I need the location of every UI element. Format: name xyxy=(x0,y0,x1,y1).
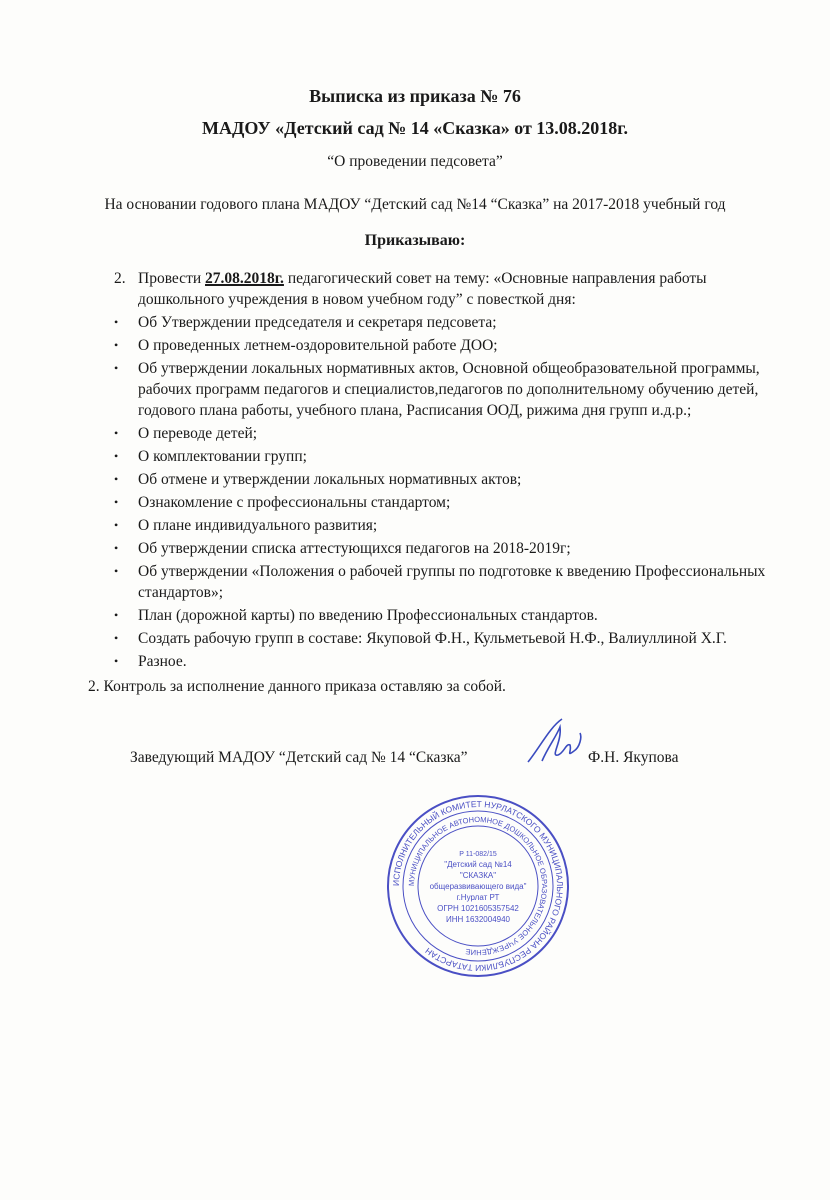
stamp-line: "СКАЗКА" xyxy=(459,871,497,880)
agenda-item xyxy=(114,358,788,421)
stamp-area xyxy=(0,791,830,991)
signature-row xyxy=(0,727,830,787)
signature-position: Заведующий МАДОУ “Детский сад № 14 “Сказка” xyxy=(130,749,468,766)
official-stamp xyxy=(383,791,573,981)
agenda-item-text: План (дорожной карты) по введению Профессиональных стандартов. xyxy=(138,607,598,624)
order-topic: “О проведении педсовета” xyxy=(327,153,503,170)
bullet-icon: • xyxy=(114,338,119,352)
bullet-icon: • xyxy=(114,361,119,375)
agenda-item-text: Об утверждении списка аттестующихся педагогов на 2018-2019г; xyxy=(138,540,571,557)
stamp-line: Р 11-082/15 xyxy=(459,851,497,858)
agenda-item-text: Ознакомление с профессиональны стандартом; xyxy=(138,494,451,511)
agenda-item xyxy=(114,538,788,559)
item-text: педагогический совет на тему: «Основные направления работы дошкольного учреждения в новом учебном году” с повесткой дня: xyxy=(138,270,707,308)
agenda-item xyxy=(114,469,788,490)
agenda-item-text: Разное. xyxy=(138,653,187,670)
bullet-icon: • xyxy=(114,541,119,555)
stamp-line: ОГРН 1021605357542 xyxy=(437,904,519,913)
agenda-item xyxy=(114,423,788,444)
bullet-icon: • xyxy=(114,564,119,578)
agenda-item-text: Об утверждении «Положения о рабочей группы по подготовке к введению Профессиональных стандартов»; xyxy=(138,563,766,601)
document-title: Выписка из приказа № 76 xyxy=(309,86,521,106)
agenda-item xyxy=(114,492,788,513)
stamp-ring-text: ИСПОЛНИТЕЛЬНЫЙ КОМИТЕТ НУРЛАТСКОГО МУНИЦИПАЛЬНОГО РАЙОНА РЕСПУБЛИКИ ТАТАРСТАН xyxy=(390,798,566,974)
agenda-item xyxy=(114,515,788,536)
order-item-2: 2. Контроль за исполнение данного приказа оставляю за собой. xyxy=(88,678,506,695)
bullet-icon: • xyxy=(114,495,119,509)
bullet-icon: • xyxy=(114,472,119,486)
agenda-item-text: О проведенных летнем-оздоровительной работе ДОО; xyxy=(138,337,498,354)
handwritten-signature xyxy=(520,717,590,767)
stamp-line: общеразвивающего вида" xyxy=(429,882,527,891)
agenda-item-text: Об отмене и утверждении локальных нормативных актов; xyxy=(138,471,522,488)
agenda-list xyxy=(0,312,830,672)
bullet-icon: • xyxy=(114,518,119,532)
agenda-item-text: О комплектовании групп; xyxy=(138,448,307,465)
order-body xyxy=(0,268,830,991)
item-number: 2. xyxy=(114,270,126,287)
bullet-icon: • xyxy=(114,426,119,440)
agenda-item xyxy=(114,446,788,467)
agenda-item-text: О плане индивидуального развития; xyxy=(138,517,378,534)
agenda-item xyxy=(114,561,788,603)
order-heading: Приказываю: xyxy=(364,232,466,249)
bullet-icon: • xyxy=(114,654,119,668)
agenda-item xyxy=(114,605,788,626)
agenda-item xyxy=(114,651,788,672)
stamp-inner-ring-text: МУНИЦИПАЛЬНОЕ АВТОНОМНОЕ ДОШКОЛЬНОЕ ОБРАЗОВАТЕЛЬНОЕ УЧРЕЖДЕНИЕ xyxy=(406,814,550,958)
meeting-date: 27.08.2018г. xyxy=(205,270,284,287)
agenda-item xyxy=(114,628,788,649)
order-item-1 xyxy=(114,268,788,310)
agenda-item-text: О переводе детей; xyxy=(138,425,258,442)
agenda-item-text: Об утверждении локальных нормативных актов, Основной общеобразовательной программы, рабочих программ педагогов и специалистов,педагогов по дополнительному обучению детей, годового плана работы, учебного плана, Расписания ООД, рижима дня групп и.д.р.; xyxy=(138,360,760,419)
signature-name: Ф.Н. Якупова xyxy=(588,749,679,766)
bullet-icon: • xyxy=(114,631,119,645)
document-subtitle: МАДОУ «Детский сад № 14 «Сказка» от 13.08.2018г. xyxy=(202,118,628,138)
stamp-line: г.Нурлат РТ xyxy=(456,893,500,902)
stamp-line: ИНН 1632004940 xyxy=(445,915,511,924)
order-basis: На основании годового плана МАДОУ “Детский сад №14 “Сказка” на 2017-2018 учебный год xyxy=(104,196,726,213)
item-prefix: Провести xyxy=(138,270,202,287)
bullet-icon: • xyxy=(114,608,119,622)
stamp-line: "Детский сад №14 xyxy=(444,860,512,869)
agenda-item xyxy=(114,312,788,333)
bullet-icon: • xyxy=(114,315,119,329)
bullet-icon: • xyxy=(114,449,119,463)
agenda-item-text: Создать рабочую групп в составе: Якуповой Ф.Н., Кульметьевой Н.Ф., Валиуллиной Х.Г. xyxy=(138,630,727,647)
agenda-item-text: Об Утверждении председателя и секретаря педсовета; xyxy=(138,314,497,331)
agenda-item xyxy=(114,335,788,356)
